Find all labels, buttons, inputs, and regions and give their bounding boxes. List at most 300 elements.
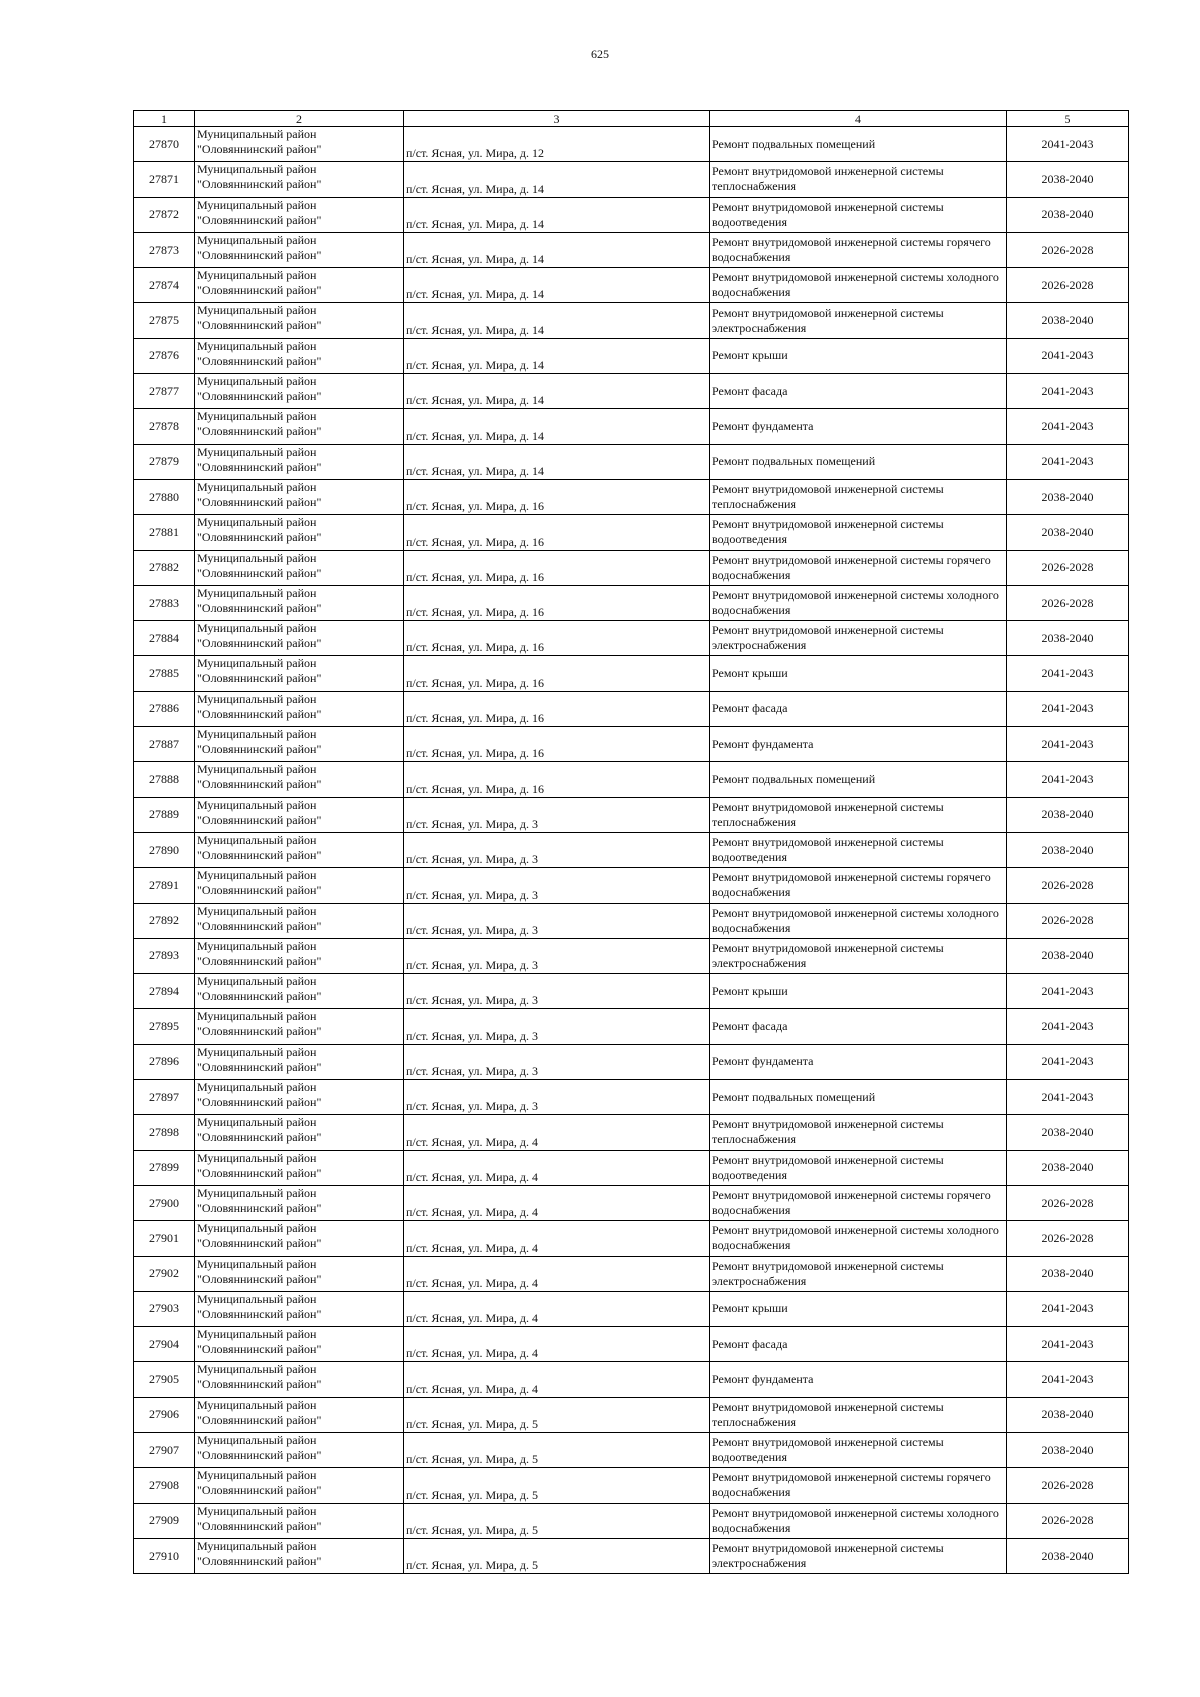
table-row [134,1538,1129,1573]
municipality-line: Муниципальный район [197,1362,317,1377]
address-cell: п/ст. Ясная, ул. Мира, д. 14 [404,162,710,197]
municipality-cell [195,1150,404,1185]
address-cell: п/ст. Ясная, ул. Мира, д. 14 [404,338,710,373]
header-col-4: 4 [710,111,1007,127]
municipality-line: Муниципальный район [197,832,317,847]
municipality-cell [195,691,404,726]
municipality-line: Муниципальный район [197,1538,317,1553]
table-row [134,1291,1129,1326]
municipality-cell [195,444,404,479]
municipality-line: "Оловяннинский район" [197,424,322,439]
work-type-cell: Ремонт крыши [710,656,1007,691]
municipality-line: Муниципальный район [197,1397,317,1412]
table-row [134,1468,1129,1503]
municipality-cell [195,1397,404,1432]
address-cell: п/ст. Ясная, ул. Мира, д. 3 [404,903,710,938]
row-number-cell: 27874 [134,268,195,303]
work-type-cell: Ремонт подвальных помещений [710,1080,1007,1115]
row-number-cell: 27878 [134,409,195,444]
row-number-cell: 27872 [134,197,195,232]
municipality-line: "Оловяннинский район" [197,742,322,757]
row-number-cell: 27909 [134,1503,195,1538]
work-type-cell: Ремонт фасада [710,1009,1007,1044]
address-cell: п/ст. Ясная, ул. Мира, д. 3 [404,797,710,832]
municipality-cell [195,1538,404,1573]
period-cell: 2026-2028 [1007,903,1129,938]
period-cell: 2026-2028 [1007,1503,1129,1538]
municipality-line: Муниципальный район [197,444,317,459]
row-number-cell: 27905 [134,1362,195,1397]
period-cell: 2038-2040 [1007,303,1129,338]
work-type-cell: Ремонт внутридомовой инженерной системы холодного водоснабжения [710,1221,1007,1256]
municipality-cell [195,374,404,409]
table-row [134,268,1129,303]
table-row [134,1362,1129,1397]
address-cell: п/ст. Ясная, ул. Мира, д. 4 [404,1150,710,1185]
work-type-cell: Ремонт внутридомовой инженерной системы электроснабжения [710,1256,1007,1291]
period-cell: 2026-2028 [1007,1468,1129,1503]
municipality-line: "Оловяннинский район" [197,1553,322,1568]
municipality-line: Муниципальный район [197,197,317,212]
period-cell: 2041-2043 [1007,409,1129,444]
row-number-cell: 27884 [134,621,195,656]
municipality-cell [195,479,404,514]
address-cell: п/ст. Ясная, ул. Мира, д. 14 [404,197,710,232]
row-number-cell: 27901 [134,1221,195,1256]
work-type-cell: Ремонт фасада [710,374,1007,409]
municipality-line: Муниципальный район [197,1115,317,1130]
work-type-cell: Ремонт подвальных помещений [710,762,1007,797]
table-row [134,232,1129,267]
table-row [134,409,1129,444]
row-number-cell: 27894 [134,974,195,1009]
municipality-cell [195,127,404,162]
table-row [134,197,1129,232]
municipality-cell [195,903,404,938]
municipality-cell [195,197,404,232]
municipality-cell [195,1080,404,1115]
municipality-cell [195,515,404,550]
work-type-cell: Ремонт внутридомовой инженерной системы теплоснабжения [710,1397,1007,1432]
row-number-cell: 27873 [134,232,195,267]
period-cell: 2041-2043 [1007,127,1129,162]
row-number-cell: 27892 [134,903,195,938]
work-type-cell: Ремонт внутридомовой инженерной системы горячего водоснабжения [710,1185,1007,1220]
municipality-cell [195,938,404,973]
municipality-line: "Оловяннинский район" [197,283,322,298]
municipality-cell [195,727,404,762]
period-cell: 2038-2040 [1007,832,1129,867]
table-row [134,1397,1129,1432]
municipality-line: "Оловяннинский район" [197,812,322,827]
municipality-cell [195,550,404,585]
work-type-cell: Ремонт внутридомовой инженерной системы горячего водоснабжения [710,232,1007,267]
municipality-line: Муниципальный район [197,762,317,777]
period-cell: 2038-2040 [1007,1150,1129,1185]
table-row [134,1185,1129,1220]
municipality-cell [195,656,404,691]
period-cell: 2038-2040 [1007,1538,1129,1573]
municipality-line: Муниципальный район [197,1256,317,1271]
municipality-line: "Оловяннинский район" [197,989,322,1004]
row-number-cell: 27906 [134,1397,195,1432]
municipality-line: "Оловяннинский район" [197,1518,322,1533]
work-type-cell: Ремонт внутридомовой инженерной системы электроснабжения [710,1538,1007,1573]
address-cell: п/ст. Ясная, ул. Мира, д. 4 [404,1256,710,1291]
municipality-line: "Оловяннинский район" [197,1165,322,1180]
row-number-cell: 27887 [134,727,195,762]
table-row [134,1503,1129,1538]
municipality-cell [195,1009,404,1044]
municipality-line: Муниципальный район [197,1185,317,1200]
address-cell: п/ст. Ясная, ул. Мира, д. 14 [404,268,710,303]
table-row [134,479,1129,514]
row-number-cell: 27880 [134,479,195,514]
period-cell: 2041-2043 [1007,727,1129,762]
row-number-cell: 27904 [134,1327,195,1362]
municipality-line: "Оловяннинский район" [197,777,322,792]
period-cell: 2038-2040 [1007,479,1129,514]
period-cell: 2026-2028 [1007,1221,1129,1256]
work-type-cell: Ремонт внутридомовой инженерной системы водоотведения [710,1150,1007,1185]
table-row [134,903,1129,938]
address-cell: п/ст. Ясная, ул. Мира, д. 16 [404,691,710,726]
period-cell: 2041-2043 [1007,1291,1129,1326]
period-cell: 2041-2043 [1007,444,1129,479]
municipality-cell [195,974,404,1009]
municipality-line: Муниципальный район [197,1009,317,1024]
row-number-cell: 27882 [134,550,195,585]
municipality-line: Муниципальный район [197,374,317,389]
municipality-cell [195,1291,404,1326]
municipality-line: Муниципальный район [197,127,317,141]
table-row [134,1115,1129,1150]
address-cell: п/ст. Ясная, ул. Мира, д. 3 [404,868,710,903]
period-cell: 2038-2040 [1007,621,1129,656]
municipality-cell [195,868,404,903]
municipality-line: "Оловяннинский район" [197,318,322,333]
period-cell: 2038-2040 [1007,197,1129,232]
header-col-3: 3 [404,111,710,127]
row-number-cell: 27870 [134,127,195,162]
table-row [134,621,1129,656]
municipality-cell [195,1256,404,1291]
address-cell: п/ст. Ясная, ул. Мира, д. 14 [404,303,710,338]
work-type-cell: Ремонт фасада [710,691,1007,726]
municipality-line: Муниципальный район [197,550,317,565]
table-row [134,727,1129,762]
table-row [134,974,1129,1009]
work-type-cell: Ремонт внутридомовой инженерной системы теплоснабжения [710,1115,1007,1150]
work-type-cell: Ремонт внутридомовой инженерной системы горячего водоснабжения [710,1468,1007,1503]
period-cell: 2038-2040 [1007,1432,1129,1467]
work-type-cell: Ремонт внутридомовой инженерной системы холодного водоснабжения [710,268,1007,303]
municipality-cell [195,585,404,620]
row-number-cell: 27876 [134,338,195,373]
municipality-line: "Оловяннинский район" [197,671,322,686]
table-row [134,656,1129,691]
table-row [134,585,1129,620]
work-type-cell: Ремонт фундамента [710,1362,1007,1397]
municipality-cell [195,1468,404,1503]
row-number-cell: 27885 [134,656,195,691]
address-cell: п/ст. Ясная, ул. Мира, д. 14 [404,232,710,267]
table-row [134,550,1129,585]
municipality-cell [195,762,404,797]
municipality-cell [195,162,404,197]
address-cell: п/ст. Ясная, ул. Мира, д. 16 [404,479,710,514]
work-type-cell: Ремонт внутридомовой инженерной системы водоотведения [710,1432,1007,1467]
address-cell: п/ст. Ясная, ул. Мира, д. 12 [404,127,710,162]
municipality-line: Муниципальный район [197,1432,317,1447]
municipality-line: "Оловяннинский район" [197,1483,322,1498]
period-cell: 2026-2028 [1007,1185,1129,1220]
municipality-cell [195,1503,404,1538]
page-number: 625 [591,47,609,61]
address-cell: п/ст. Ясная, ул. Мира, д. 3 [404,938,710,973]
row-number-cell: 27896 [134,1044,195,1079]
municipality-line: Муниципальный район [197,1044,317,1059]
municipality-line: "Оловяннинский район" [197,1024,322,1039]
period-cell: 2041-2043 [1007,374,1129,409]
municipality-line: "Оловяннинский район" [197,1271,322,1286]
table-row [134,303,1129,338]
row-number-cell: 27883 [134,585,195,620]
municipality-cell [195,621,404,656]
table-header [134,111,1129,127]
municipality-line: "Оловяннинский район" [197,247,322,262]
row-number-cell: 27900 [134,1185,195,1220]
repair-schedule-table [133,110,1129,1574]
row-number-cell: 27907 [134,1432,195,1467]
work-type-cell: Ремонт внутридомовой инженерной системы теплоснабжения [710,797,1007,832]
row-number-cell: 27908 [134,1468,195,1503]
row-number-cell: 27898 [134,1115,195,1150]
address-cell: п/ст. Ясная, ул. Мира, д. 4 [404,1221,710,1256]
address-cell: п/ст. Ясная, ул. Мира, д. 5 [404,1432,710,1467]
row-number-cell: 27895 [134,1009,195,1044]
row-number-cell: 27888 [134,762,195,797]
table-row [134,374,1129,409]
table-row [134,1256,1129,1291]
municipality-cell [195,338,404,373]
municipality-line: "Оловяннинский район" [197,953,322,968]
municipality-line: Муниципальный район [197,303,317,318]
work-type-cell: Ремонт внутридомовой инженерной системы горячего водоснабжения [710,550,1007,585]
table-row [134,868,1129,903]
municipality-line: "Оловяннинский район" [197,883,322,898]
work-type-cell: Ремонт внутридомовой инженерной системы горячего водоснабжения [710,868,1007,903]
row-number-cell: 27903 [134,1291,195,1326]
municipality-cell [195,1221,404,1256]
municipality-line: "Оловяннинский район" [197,212,322,227]
period-cell: 2026-2028 [1007,868,1129,903]
municipality-line: "Оловяннинский район" [197,459,322,474]
address-cell: п/ст. Ясная, ул. Мира, д. 14 [404,409,710,444]
work-type-cell: Ремонт внутридомовой инженерной системы холодного водоснабжения [710,585,1007,620]
municipality-line: Муниципальный район [197,162,317,177]
address-cell: п/ст. Ясная, ул. Мира, д. 14 [404,374,710,409]
header-col-5: 5 [1007,111,1129,127]
period-cell: 2038-2040 [1007,797,1129,832]
work-type-cell: Ремонт крыши [710,1291,1007,1326]
address-cell: п/ст. Ясная, ул. Мира, д. 14 [404,444,710,479]
address-cell: п/ст. Ясная, ул. Мира, д. 3 [404,974,710,1009]
municipality-line: Муниципальный район [197,1468,317,1483]
municipality-line: Муниципальный район [197,338,317,353]
work-type-cell: Ремонт внутридомовой инженерной системы электроснабжения [710,303,1007,338]
municipality-line: Муниципальный район [197,409,317,424]
municipality-line: Муниципальный район [197,868,317,883]
period-cell: 2038-2040 [1007,1256,1129,1291]
municipality-cell [195,1044,404,1079]
period-cell: 2038-2040 [1007,938,1129,973]
table-row [134,515,1129,550]
municipality-line: Муниципальный район [197,1291,317,1306]
address-cell: п/ст. Ясная, ул. Мира, д. 3 [404,832,710,867]
address-cell: п/ст. Ясная, ул. Мира, д. 3 [404,1080,710,1115]
work-type-cell: Ремонт подвальных помещений [710,444,1007,479]
row-number-cell: 27879 [134,444,195,479]
municipality-line: Муниципальный район [197,974,317,989]
period-cell: 2041-2043 [1007,656,1129,691]
header-row [134,111,1129,127]
municipality-line: Муниципальный район [197,903,317,918]
period-cell: 2041-2043 [1007,1327,1129,1362]
period-cell: 2041-2043 [1007,1362,1129,1397]
municipality-cell [195,409,404,444]
municipality-line: Муниципальный район [197,797,317,812]
period-cell: 2038-2040 [1007,1397,1129,1432]
work-type-cell: Ремонт внутридомовой инженерной системы электроснабжения [710,621,1007,656]
municipality-cell [195,1115,404,1150]
municipality-line: "Оловяннинский район" [197,494,322,509]
municipality-line: Муниципальный район [197,691,317,706]
table-row [134,1432,1129,1467]
table-row [134,762,1129,797]
municipality-line: Муниципальный район [197,585,317,600]
municipality-cell [195,1327,404,1362]
table-row [134,127,1129,162]
table-row [134,1080,1129,1115]
municipality-line: "Оловяннинский район" [197,1342,322,1357]
address-cell: п/ст. Ясная, ул. Мира, д. 16 [404,585,710,620]
table-row [134,691,1129,726]
table-row [134,832,1129,867]
row-number-cell: 27881 [134,515,195,550]
table-row [134,1150,1129,1185]
table-body [134,127,1129,1574]
municipality-line: "Оловяннинский район" [197,1412,322,1427]
municipality-line: "Оловяннинский район" [197,1200,322,1215]
municipality-cell [195,303,404,338]
municipality-line: "Оловяннинский район" [197,1447,322,1462]
table-row [134,1044,1129,1079]
municipality-line: Муниципальный район [197,1327,317,1342]
municipality-line: Муниципальный район [197,515,317,530]
row-number-cell: 27893 [134,938,195,973]
municipality-line: "Оловяннинский район" [197,353,322,368]
municipality-line: "Оловяннинский район" [197,1095,322,1110]
address-cell: п/ст. Ясная, ул. Мира, д. 4 [404,1327,710,1362]
period-cell: 2041-2043 [1007,691,1129,726]
table-row [134,162,1129,197]
address-cell: п/ст. Ясная, ул. Мира, д. 5 [404,1538,710,1573]
row-number-cell: 27877 [134,374,195,409]
address-cell: п/ст. Ясная, ул. Мира, д. 16 [404,762,710,797]
row-number-cell: 27889 [134,797,195,832]
header-col-1: 1 [134,111,195,127]
municipality-line: "Оловяннинский район" [197,1236,322,1251]
work-type-cell: Ремонт фундамента [710,409,1007,444]
municipality-line: Муниципальный район [197,938,317,953]
municipality-cell [195,797,404,832]
address-cell: п/ст. Ясная, ул. Мира, д. 5 [404,1397,710,1432]
address-cell: п/ст. Ясная, ул. Мира, д. 16 [404,727,710,762]
work-type-cell: Ремонт внутридомовой инженерной системы теплоснабжения [710,162,1007,197]
municipality-line: Муниципальный район [197,268,317,283]
municipality-line: Муниципальный район [197,1221,317,1236]
municipality-cell [195,832,404,867]
period-cell: 2026-2028 [1007,585,1129,620]
row-number-cell: 27902 [134,1256,195,1291]
period-cell: 2041-2043 [1007,974,1129,1009]
work-type-cell: Ремонт подвальных помещений [710,127,1007,162]
row-number-cell: 27897 [134,1080,195,1115]
municipality-line: "Оловяннинский район" [197,706,322,721]
municipality-line: Муниципальный район [197,1150,317,1165]
municipality-line: "Оловяннинский район" [197,565,322,580]
table-row [134,1009,1129,1044]
address-cell: п/ст. Ясная, ул. Мира, д. 16 [404,621,710,656]
municipality-line: "Оловяннинский район" [197,918,322,933]
period-cell: 2041-2043 [1007,1009,1129,1044]
period-cell: 2041-2043 [1007,338,1129,373]
address-cell: п/ст. Ясная, ул. Мира, д. 5 [404,1468,710,1503]
table-row [134,1221,1129,1256]
work-type-cell: Ремонт внутридомовой инженерной системы холодного водоснабжения [710,903,1007,938]
header-col-2: 2 [195,111,404,127]
work-type-cell: Ремонт фундамента [710,727,1007,762]
address-cell: п/ст. Ясная, ул. Мира, д. 4 [404,1291,710,1326]
municipality-line: "Оловяннинский район" [197,847,322,862]
period-cell: 2041-2043 [1007,1044,1129,1079]
table-row [134,338,1129,373]
municipality-line: "Оловяннинский район" [197,600,322,615]
address-cell: п/ст. Ясная, ул. Мира, д. 4 [404,1115,710,1150]
row-number-cell: 27875 [134,303,195,338]
address-cell: п/ст. Ясная, ул. Мира, д. 4 [404,1362,710,1397]
table-row [134,1327,1129,1362]
municipality-cell [195,1432,404,1467]
municipality-line: "Оловяннинский район" [197,1377,322,1392]
work-type-cell: Ремонт внутридомовой инженерной системы электроснабжения [710,938,1007,973]
municipality-line: Муниципальный район [197,1080,317,1095]
row-number-cell: 27890 [134,832,195,867]
period-cell: 2026-2028 [1007,268,1129,303]
row-number-cell: 27891 [134,868,195,903]
work-type-cell: Ремонт фасада [710,1327,1007,1362]
address-cell: п/ст. Ясная, ул. Мира, д. 16 [404,515,710,550]
municipality-line: Муниципальный район [197,479,317,494]
period-cell: 2038-2040 [1007,515,1129,550]
municipality-line: "Оловяннинский район" [197,1306,322,1321]
municipality-line: "Оловяннинский район" [197,636,322,651]
municipality-cell [195,268,404,303]
municipality-cell [195,1185,404,1220]
period-cell: 2041-2043 [1007,1080,1129,1115]
municipality-line: Муниципальный район [197,232,317,247]
